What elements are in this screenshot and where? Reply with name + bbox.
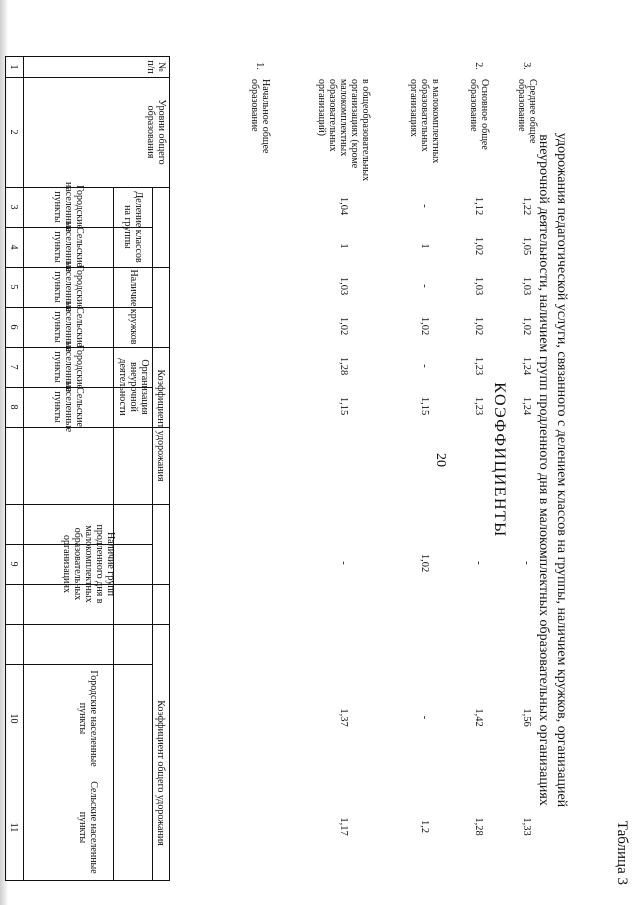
row-name: Среднее общее образование [516,79,538,144]
table-cell: - [419,204,431,208]
table-cell: 1,22 [521,196,533,216]
col-number: 8 [8,404,20,410]
table-cell: 1,02 [419,553,431,573]
header-coef-group: Коэффициент удорожания [155,369,167,482]
row-number: 2. [473,62,485,70]
table-cell: 1,12 [473,196,485,216]
table-cell: - [419,715,431,720]
table-cell: 1,24 [521,396,533,416]
table-cell: 1 [338,243,350,249]
header-rural: Сельские населенные пункты [52,381,86,433]
table-cell: 1,15 [338,396,350,416]
row-name: в общеобразовательных организациях (кроме малокомплектных образовательных организаций) [316,79,372,182]
table-cell: 1,56 [521,708,533,727]
table-cell: - [419,284,431,288]
table-cell: 1,02 [473,316,485,336]
col-number: 3 [8,204,20,210]
row-number: 1. [254,62,266,70]
table-cell: 1,28 [473,817,485,836]
col-number: 1 [8,64,20,70]
table-cell: 1,28 [338,356,350,376]
table-cell: - [521,561,533,565]
table-cell: 1,42 [473,708,485,727]
header-urban: Городские населенные пункты [52,261,86,313]
header-rural: Сельские населенные пункты [52,221,86,273]
table-cell: 1,03 [473,276,485,296]
table-cell: 1 [419,243,431,249]
header-extended-day: Наличие групп продленного дня в малокомплектных образовательных организациях [61,524,116,604]
table-cell: - [419,364,431,368]
table-cell: 1,05 [521,236,533,256]
table-cell: 1,02 [473,236,485,256]
col-number: 9 [8,561,20,567]
header-extracurricular: Организация внеурочной деятельности [117,358,150,416]
col-number: 4 [8,244,20,250]
header-rural: Сельские населенные пункты [77,781,100,874]
table-cell: 1,02 [419,316,431,336]
header-rural: Сельские населенные пункты [52,301,86,353]
col-number: 5 [8,284,20,290]
table-cell: 1,15 [419,396,431,416]
document-title: КОЭФФИЦИЕНТЫ [491,382,508,538]
header-urban: Городские населенные пункты [52,181,86,233]
table-cell: 1,02 [521,316,533,336]
row-name: Начальное общее образование [249,79,271,154]
header-num: № п/п [145,60,167,74]
row-name: Основное общее образование [468,79,490,150]
table-cell: 1,04 [338,196,350,216]
row-name: в малокомплектных образовательных организациях [408,79,442,164]
col-number: 10 [8,713,20,724]
table-cell: 1,17 [338,817,350,836]
table-cell: 1,2 [419,819,431,834]
table-cell: 1,33 [521,817,533,836]
header-levels: Уровни общего образования [145,99,167,165]
table-cell: 1,02 [338,316,350,336]
row-number: 3. [521,62,533,70]
col-number: 7 [8,364,20,370]
header-urban: Городские населенные пункты [52,341,86,393]
subtitle-line-2: внеурочной деятельности, наличием групп продленного дня в малокомплектных образовательных организациях [536,134,551,806]
header-clubs: Наличие кружков [128,269,139,345]
table-cell: 1,23 [473,396,485,416]
table-cell: 1,24 [521,356,533,376]
table-cell: 1,37 [338,708,350,727]
header-total: Коэффициент общего удорожания [155,700,167,846]
col-number: 6 [8,324,20,330]
page-number: 20 [433,453,448,467]
coefficients-table [5,56,170,881]
header-division: Деление классов на группы [122,191,145,263]
table-cell: 1,23 [473,356,485,376]
subtitle-line-1: удорожания педагогической услуги, связанного с делением классов на группы, наличием кружков, организацией [554,132,569,808]
table-cell: - [338,561,350,565]
col-number: 11 [8,822,20,833]
table-cell: 1,03 [338,276,350,296]
table-label: Таблица 3 [614,820,630,885]
table-cell: - [473,561,485,565]
header-urban: Городские населенные пункты [77,670,100,767]
col-number: 2 [8,129,20,135]
table-cell: 1,03 [521,276,533,296]
